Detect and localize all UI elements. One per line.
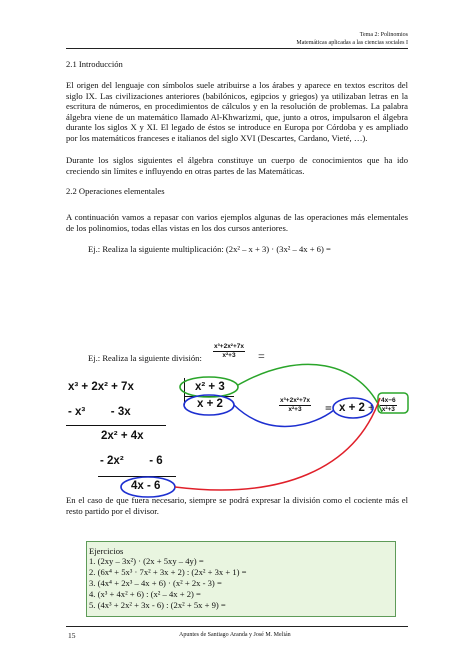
fraction-denominator: x²+3 xyxy=(222,352,236,359)
result-quotient: x + 2 xyxy=(339,402,365,414)
intro-paragraph-1: El origen del lenguaje con símbolos suele atribuirse a los árabes y aparece en textos escritos del siglo IX. Las civilizaciones anteriores (babilónicos, egipcios y griegos) ya utilizaban letras en la escritura de números, en procedimientos de cálculos y en la resolución de problemas. La palabra álgebra viene de un matemático llamado Al-Khwarizmi, que, junto a otros, impulsaron el álgebra durante los siglos X y XI. El legado de éstos se introduce en Europa por Córdoba y es ampliado por los matemáticos franceses e italianos del siglo XVI (Descartes, Cardano, Vieté, …). xyxy=(66,80,408,143)
example-division-label: Ej.: Realiza la siguiente división: xyxy=(88,353,202,363)
exercise-item: 3. (4x⁴ + 2x³ – 4x + 6) · (x² + 2x - 3) = xyxy=(89,578,222,588)
result-remainder-denominator: x²+3 xyxy=(381,406,395,413)
conclusion-paragraph: En el caso de que fuera necesario, siempre se podrá expresar la división como el cociente más el resto partido por el divisor. xyxy=(66,495,408,516)
exercise-item: 1. (2xy – 3x²) · (2x + 5xy – 4y) = xyxy=(89,556,204,566)
exercises-box xyxy=(86,541,396,617)
quotient-highlight-oval xyxy=(184,395,234,415)
divisor-highlight-oval xyxy=(180,377,238,397)
result-numerator: x³+2x²+7x xyxy=(280,397,310,404)
division-remainder: 4x - 6 xyxy=(131,480,161,492)
exercise-item: 5. (4x³ + 2x² + 3x - 6) : (2x² + 5x + 9) = xyxy=(89,600,226,610)
operations-intro: A continuación vamos a repasar con varios ejemplos algunas de las operaciones más elementales de los polinomios, todas ellas vistas en los dos cursos anteriores. xyxy=(66,212,408,233)
quotient-connector-line xyxy=(234,405,334,426)
example-multiplication: Ej.: Realiza la siguiente multiplicación: (2x² – x + 3) · (3x² – 4x + 6) = xyxy=(88,244,331,254)
footer-rule xyxy=(66,626,408,627)
footer-authors: Apuntes de Santiago Aranda y José M. Melián xyxy=(179,632,291,638)
division-step-2: 2x² + 4x xyxy=(101,430,144,442)
exercises-title: Ejercicios xyxy=(89,546,124,556)
result-denominator: x²+3 xyxy=(288,406,302,413)
division-step-3: - 2x² - 6 xyxy=(100,455,163,467)
division-step-1: - x³ - 3x xyxy=(68,406,131,418)
result-remainder-numerator: 4x−6 xyxy=(381,397,396,404)
intro-paragraph-2: Durante los siglos siguientes el álgebra constituye un cuerpo de conocimientos que ha ido creciendo sin límites e influyendo en otras partes de las Matemáticas. xyxy=(66,155,408,176)
result-remainder-highlight-box xyxy=(378,393,408,413)
result-equals: = xyxy=(325,401,332,415)
header-course: Matemáticas aplicadas a las ciencias sociales I xyxy=(296,40,408,46)
remainder-connector-line xyxy=(175,398,380,490)
exercise-item: 4. (x³ + 4x² + 6) : (x² – 4x + 2) = xyxy=(89,589,201,599)
divisor: x² + 3 xyxy=(195,381,225,393)
result-plus: + xyxy=(368,402,375,414)
section-title-introduccion: 2.1 Introducción xyxy=(66,59,123,69)
exercise-item: 2. (6x⁴ + 5x³ · 7x² + 3x + 2) : (2x² + 3x + 1) = xyxy=(89,567,247,577)
quotient: x + 2 xyxy=(197,398,223,410)
fraction-numerator: x³+2x²+7x xyxy=(214,343,244,350)
fraction-equals: = xyxy=(258,349,265,363)
remainder-highlight-oval xyxy=(121,477,175,497)
page-number: 15 xyxy=(68,631,76,640)
result-quotient-highlight-oval xyxy=(333,398,373,418)
section-title-operaciones: 2.2 Operaciones elementales xyxy=(66,186,165,196)
divisor-connector-line xyxy=(238,364,382,412)
dividend: x³ + 2x² + 7x xyxy=(68,381,134,393)
header-topic: Tema 2: Polinomios xyxy=(359,32,408,38)
